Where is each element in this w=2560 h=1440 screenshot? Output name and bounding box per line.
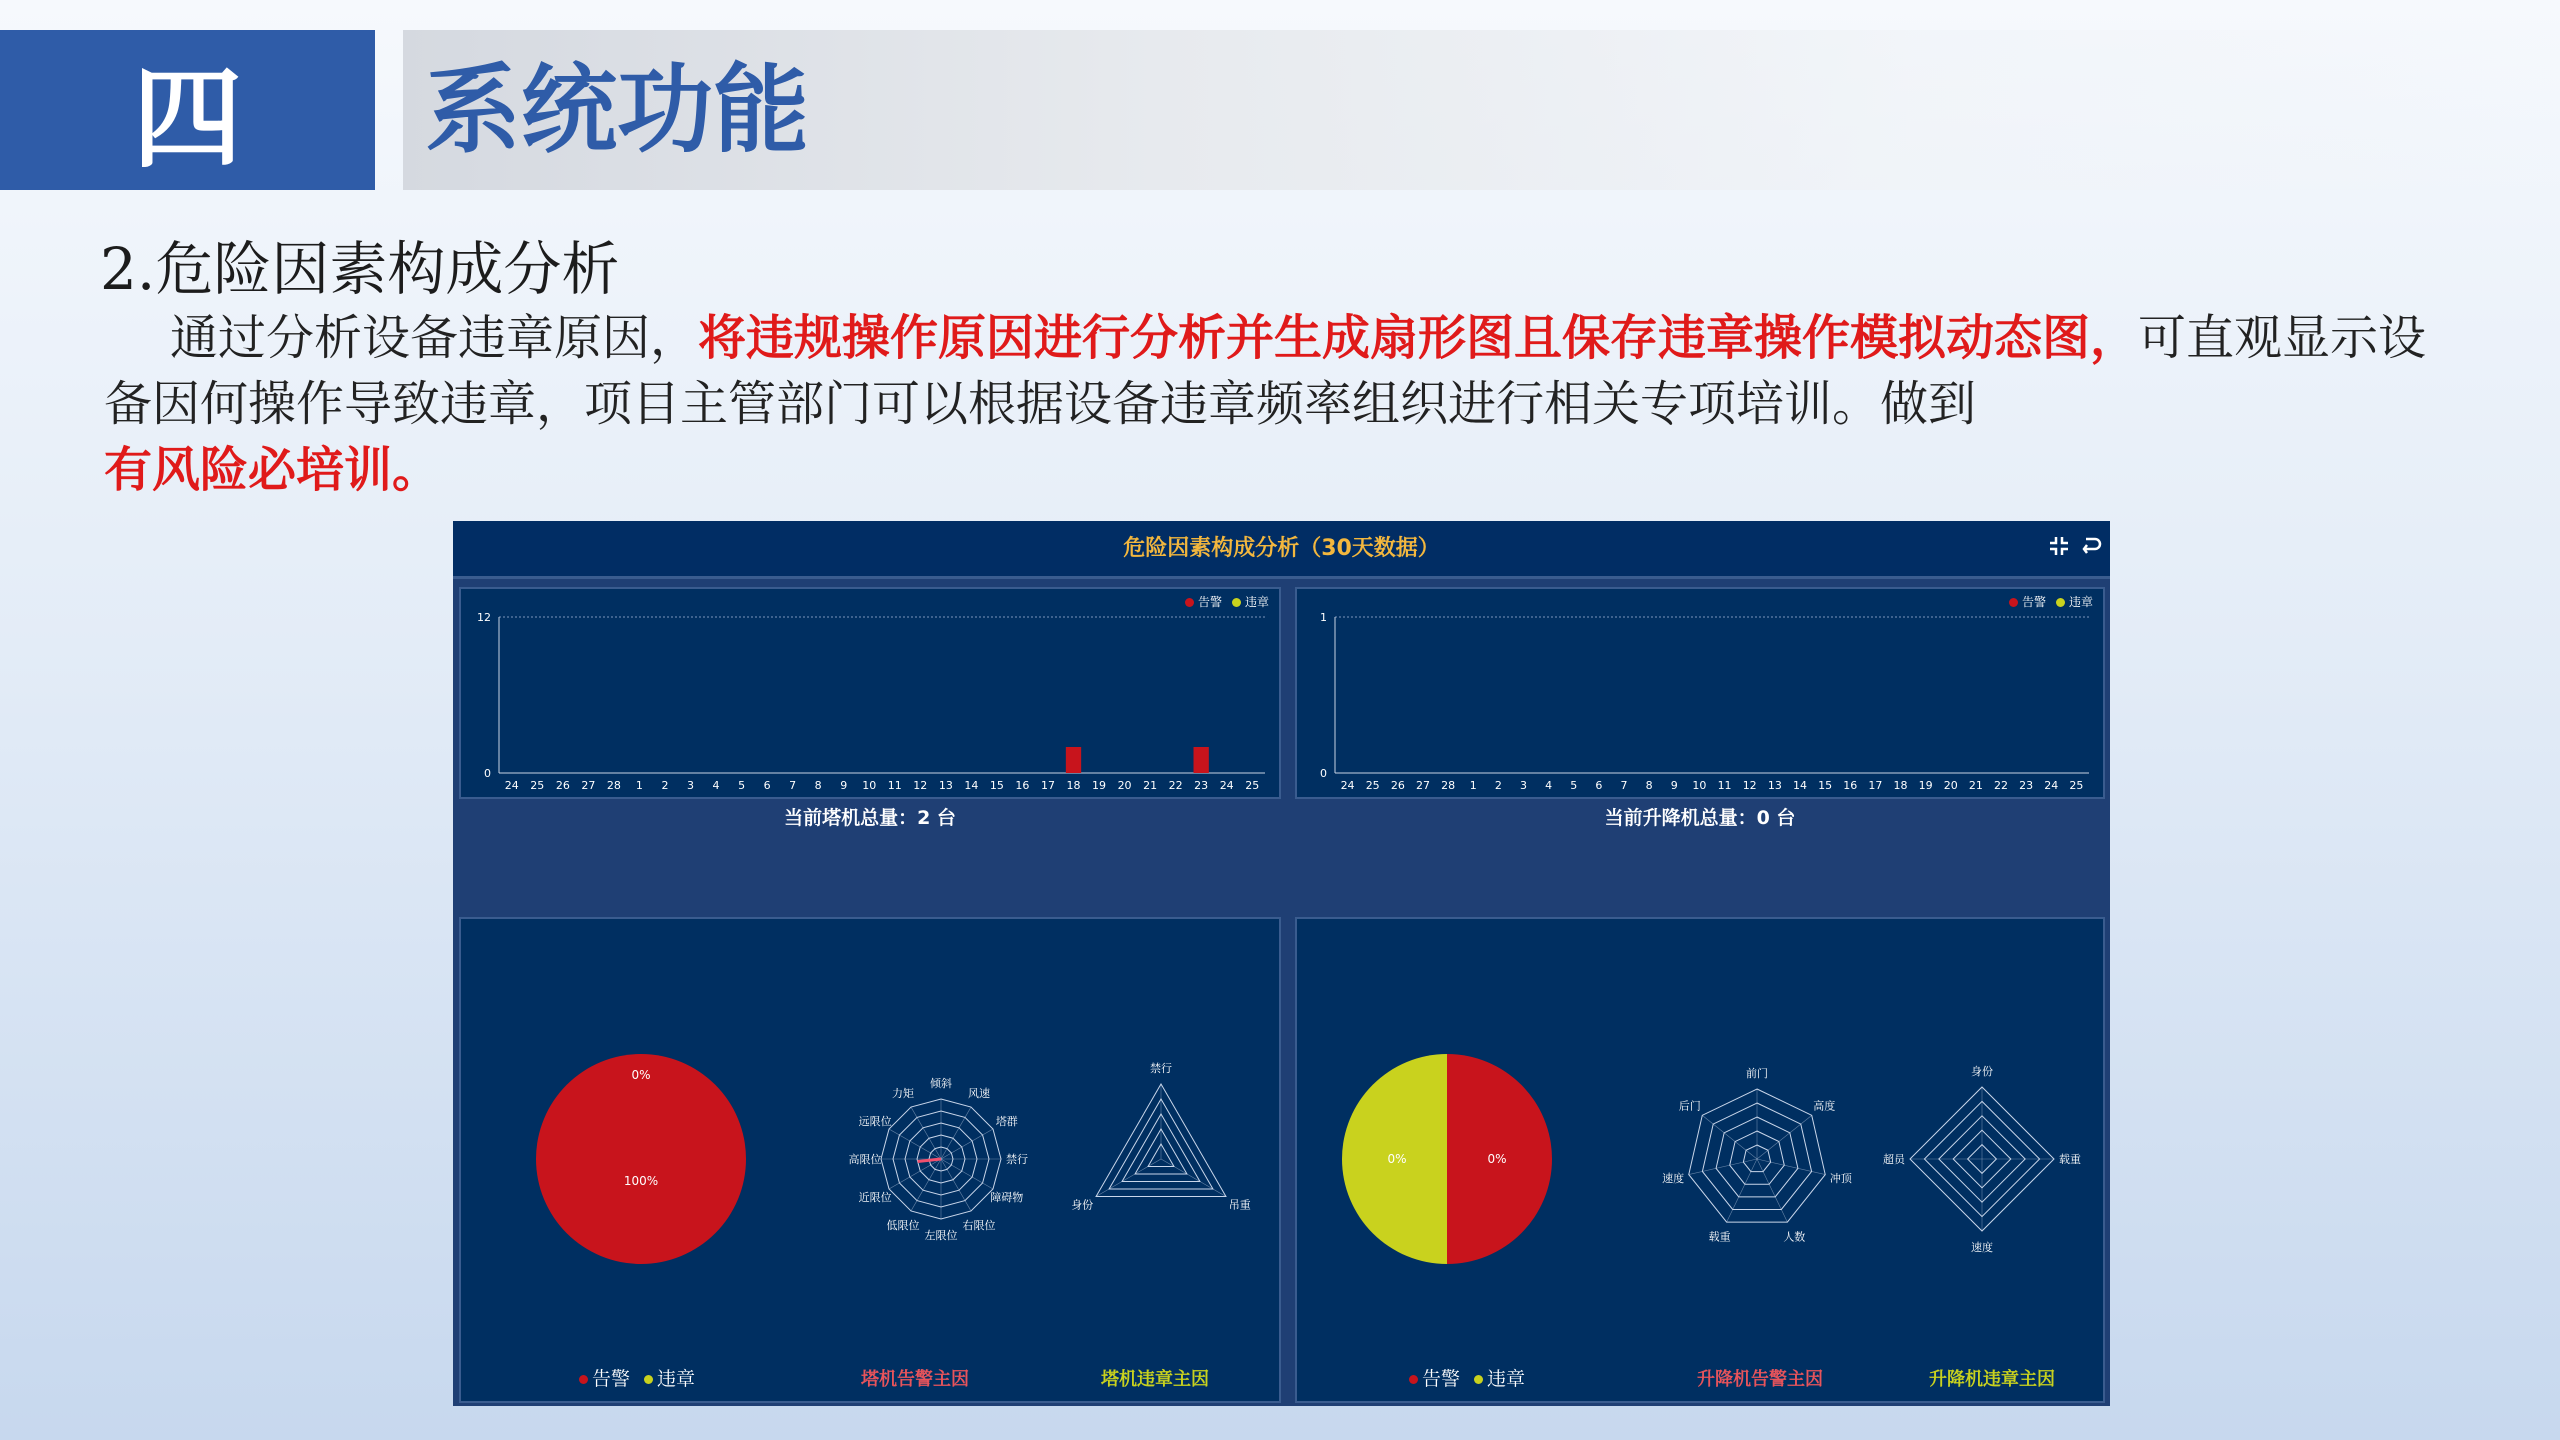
tower-analysis-panel	[459, 917, 1281, 1403]
radar-indicator-label: 身份	[1971, 1065, 1993, 1078]
lift-bar-chart	[1297, 589, 2103, 797]
x-tick-label: 2	[1494, 779, 1502, 792]
x-tick-label: 5	[738, 779, 746, 792]
radar-indicator-label: 障碍物	[990, 1191, 1024, 1204]
legend-violation: 违章	[657, 1368, 696, 1390]
para-highlight-2: 有风险必培训。	[104, 442, 441, 498]
radar-spoke	[1161, 1159, 1226, 1197]
x-tick-label: 21	[1968, 779, 1983, 792]
x-tick-label: 26	[555, 779, 570, 792]
x-tick-label: 1	[635, 779, 643, 792]
lift-bar-panel	[1295, 587, 2105, 799]
dashboard-title: 危险因素构成分析（30天数据）	[1123, 536, 1440, 561]
x-tick-label: 3	[1520, 779, 1527, 792]
x-tick-label: 5	[1570, 779, 1578, 792]
alarm-legend-dot	[1409, 1375, 1418, 1384]
compress-icon[interactable]	[2046, 535, 2072, 561]
legend-violation: 违章	[1487, 1368, 1526, 1390]
x-tick-label: 3	[687, 779, 694, 792]
radar-indicator-label: 冲顶	[1829, 1172, 1852, 1186]
x-tick-label: 21	[1143, 779, 1158, 792]
radar-indicator-label: 禁行	[1150, 1062, 1172, 1075]
x-tick-label: 23	[2019, 779, 2034, 792]
radar-spoke	[1096, 1159, 1161, 1197]
x-tick-label: 17	[1868, 779, 1883, 792]
y-tick-label: 0	[1320, 767, 1327, 780]
radar-indicator-label: 速度	[1662, 1172, 1685, 1186]
x-tick-label: 4	[1545, 779, 1553, 792]
radar-spoke	[1757, 1159, 1787, 1222]
x-tick-label: 11	[887, 779, 902, 792]
x-tick-label: 13	[1767, 779, 1782, 792]
tower-violation-title: 塔机违章主因	[1101, 1369, 1209, 1390]
slide-subtitle: 2.危险因素构成分析	[100, 235, 620, 303]
legend-alarm: 告警	[592, 1368, 631, 1390]
tower-bar-chart	[461, 589, 1279, 797]
violation-legend-dot	[1474, 1375, 1483, 1384]
tower-pie-chart	[511, 1029, 771, 1289]
bar-alarm	[1194, 747, 1209, 773]
x-tick-label: 13	[938, 779, 953, 792]
radar-indicator-label: 载重	[1708, 1230, 1731, 1244]
radar-indicator-label: 后门	[1678, 1099, 1701, 1113]
pie-data-label: 0%	[1387, 1152, 1407, 1166]
x-tick-label: 19	[1092, 779, 1107, 792]
lift-alarm-title: 升降机告警主因	[1697, 1369, 1823, 1390]
tower-alarm-title: 塔机告警主因	[861, 1369, 969, 1390]
tower-violation-radar	[1041, 1059, 1281, 1259]
x-tick-label: 27	[1415, 779, 1430, 792]
x-tick-label: 24	[2044, 779, 2059, 792]
tower-pie-legend	[579, 1364, 695, 1391]
x-tick-label: 9	[1670, 779, 1678, 792]
x-tick-label: 12	[913, 779, 928, 792]
lift-violation-title: 升降机违章主因	[1929, 1369, 2055, 1390]
violation-legend-dot	[644, 1375, 653, 1384]
lift-violation-radar	[1862, 1059, 2102, 1259]
radar-indicator-label: 身份	[1071, 1198, 1094, 1212]
x-tick-label: 18	[1066, 779, 1081, 792]
x-tick-label: 1	[1469, 779, 1477, 792]
radar-indicator-label: 近限位	[858, 1191, 892, 1204]
alarm-legend-dot	[1185, 598, 1194, 607]
lift-total-label: 当前升降机总量：0 台	[1604, 807, 1796, 829]
legend-violation: 违章	[1244, 595, 1269, 609]
x-tick-label: 6	[763, 779, 771, 792]
dashboard-header	[453, 521, 2110, 579]
section-number: 四	[0, 30, 375, 190]
legend-alarm: 告警	[1197, 595, 1222, 609]
x-tick-label: 2	[661, 779, 669, 792]
x-tick-label: 20	[1117, 779, 1132, 792]
x-tick-label: 15	[989, 779, 1004, 792]
alarm-legend-dot	[2009, 598, 2018, 607]
x-tick-label: 12	[1742, 779, 1757, 792]
x-tick-label: 10	[862, 779, 877, 792]
para-text-1: 通过分析设备违章原因，	[170, 310, 699, 366]
x-tick-label: 20	[1943, 779, 1958, 792]
radar-indicator-label: 速度	[1971, 1241, 1993, 1254]
legend-alarm: 告警	[1422, 1368, 1461, 1390]
lift-pie-legend	[1409, 1364, 1525, 1391]
x-tick-label: 19	[1918, 779, 1933, 792]
y-tick-label: 1	[1320, 611, 1327, 624]
x-tick-label: 11	[1717, 779, 1732, 792]
x-tick-label: 26	[1390, 779, 1405, 792]
pie-slice	[536, 1054, 746, 1264]
x-tick-label: 28	[606, 779, 621, 792]
y-tick-label: 12	[477, 611, 491, 624]
x-tick-label: 8	[1645, 779, 1653, 792]
tower-alarm-radar	[821, 1059, 1061, 1259]
radar-indicator-label: 高度	[1813, 1099, 1836, 1113]
bar-alarm	[1066, 747, 1081, 773]
x-tick-label: 25	[2069, 779, 2084, 792]
x-tick-label: 25	[1245, 779, 1260, 792]
radar-indicator-label: 力矩	[892, 1087, 914, 1101]
radar-spoke	[1727, 1159, 1757, 1222]
para-text-2: 可直观显示设备因何操作导致违章，项目主管部门可以根据设备违章频率组织进行相关专项培训。做到	[104, 310, 2427, 432]
x-tick-label: 14	[1792, 779, 1807, 792]
x-tick-label: 16	[1843, 779, 1858, 792]
x-tick-label: 28	[1441, 779, 1456, 792]
x-tick-label: 27	[581, 779, 596, 792]
lift-analysis-panel	[1295, 917, 2105, 1403]
radar-indicator-label: 超员	[1883, 1153, 1905, 1166]
tower-bar-legend	[1185, 593, 1269, 610]
legend-alarm: 告警	[2021, 595, 2046, 609]
x-tick-label: 17	[1040, 779, 1055, 792]
alarm-legend-dot	[579, 1375, 588, 1384]
lift-bar-legend	[2009, 593, 2093, 610]
x-tick-label: 24	[1340, 779, 1355, 792]
violation-legend-dot	[2056, 598, 2065, 607]
section-title-bar	[403, 30, 2560, 190]
return-icon[interactable]	[2078, 535, 2104, 561]
x-tick-label: 7	[789, 779, 797, 792]
x-tick-label: 10	[1692, 779, 1707, 792]
y-tick-label: 0	[484, 767, 491, 780]
violation-legend-dot	[1232, 598, 1241, 607]
x-tick-label: 16	[1015, 779, 1030, 792]
x-tick-label: 25	[1365, 779, 1380, 792]
legend-violation: 违章	[2068, 595, 2093, 609]
radar-indicator-label: 倾斜	[930, 1077, 952, 1090]
x-tick-label: 15	[1818, 779, 1833, 792]
tower-bar-panel	[459, 587, 1281, 799]
pie-data-label: 0%	[631, 1068, 651, 1082]
risk-dashboard	[453, 521, 2110, 1406]
x-tick-label: 7	[1620, 779, 1628, 792]
x-tick-label: 9	[840, 779, 848, 792]
radar-indicator-label: 右限位	[962, 1218, 996, 1232]
radar-indicator-label: 风速	[968, 1087, 990, 1101]
pie-data-label: 0%	[1487, 1152, 1507, 1166]
x-tick-label: 14	[964, 779, 979, 792]
x-tick-label: 24	[1219, 779, 1234, 792]
radar-indicator-label: 禁行	[1006, 1153, 1028, 1166]
radar-indicator-label: 塔群	[995, 1115, 1018, 1128]
x-tick-label: 22	[1994, 779, 2009, 792]
radar-indicator-label: 高限位	[848, 1153, 882, 1166]
radar-indicator-label: 前门	[1746, 1067, 1768, 1080]
radar-indicator-label: 人数	[1783, 1230, 1806, 1244]
pie-data-label: 100%	[623, 1174, 659, 1188]
x-tick-label: 25	[530, 779, 545, 792]
x-tick-label: 4	[712, 779, 720, 792]
radar-indicator-label: 低限位	[886, 1218, 920, 1232]
x-tick-label: 23	[1194, 779, 1209, 792]
radar-indicator-label: 载重	[2059, 1153, 2081, 1166]
x-tick-label: 8	[814, 779, 822, 792]
tower-total-label: 当前塔机总量：2 台	[784, 807, 956, 829]
radar-indicator-label: 远限位	[858, 1115, 892, 1128]
x-tick-label: 18	[1893, 779, 1908, 792]
lift-pie-chart	[1317, 1029, 1577, 1289]
lift-alarm-radar	[1637, 1059, 1877, 1259]
x-tick-label: 6	[1595, 779, 1603, 792]
x-tick-label: 22	[1168, 779, 1183, 792]
x-tick-label: 24	[504, 779, 519, 792]
para-highlight-1: 将违规操作原因进行分析并生成扇形图且保存违章操作模拟动态图，	[698, 310, 2139, 366]
radar-indicator-label: 左限位	[924, 1229, 958, 1242]
radar-indicator-label: 吊重	[1228, 1198, 1251, 1212]
description-paragraph	[104, 305, 2464, 503]
section-title: 系统功能	[425, 54, 809, 166]
